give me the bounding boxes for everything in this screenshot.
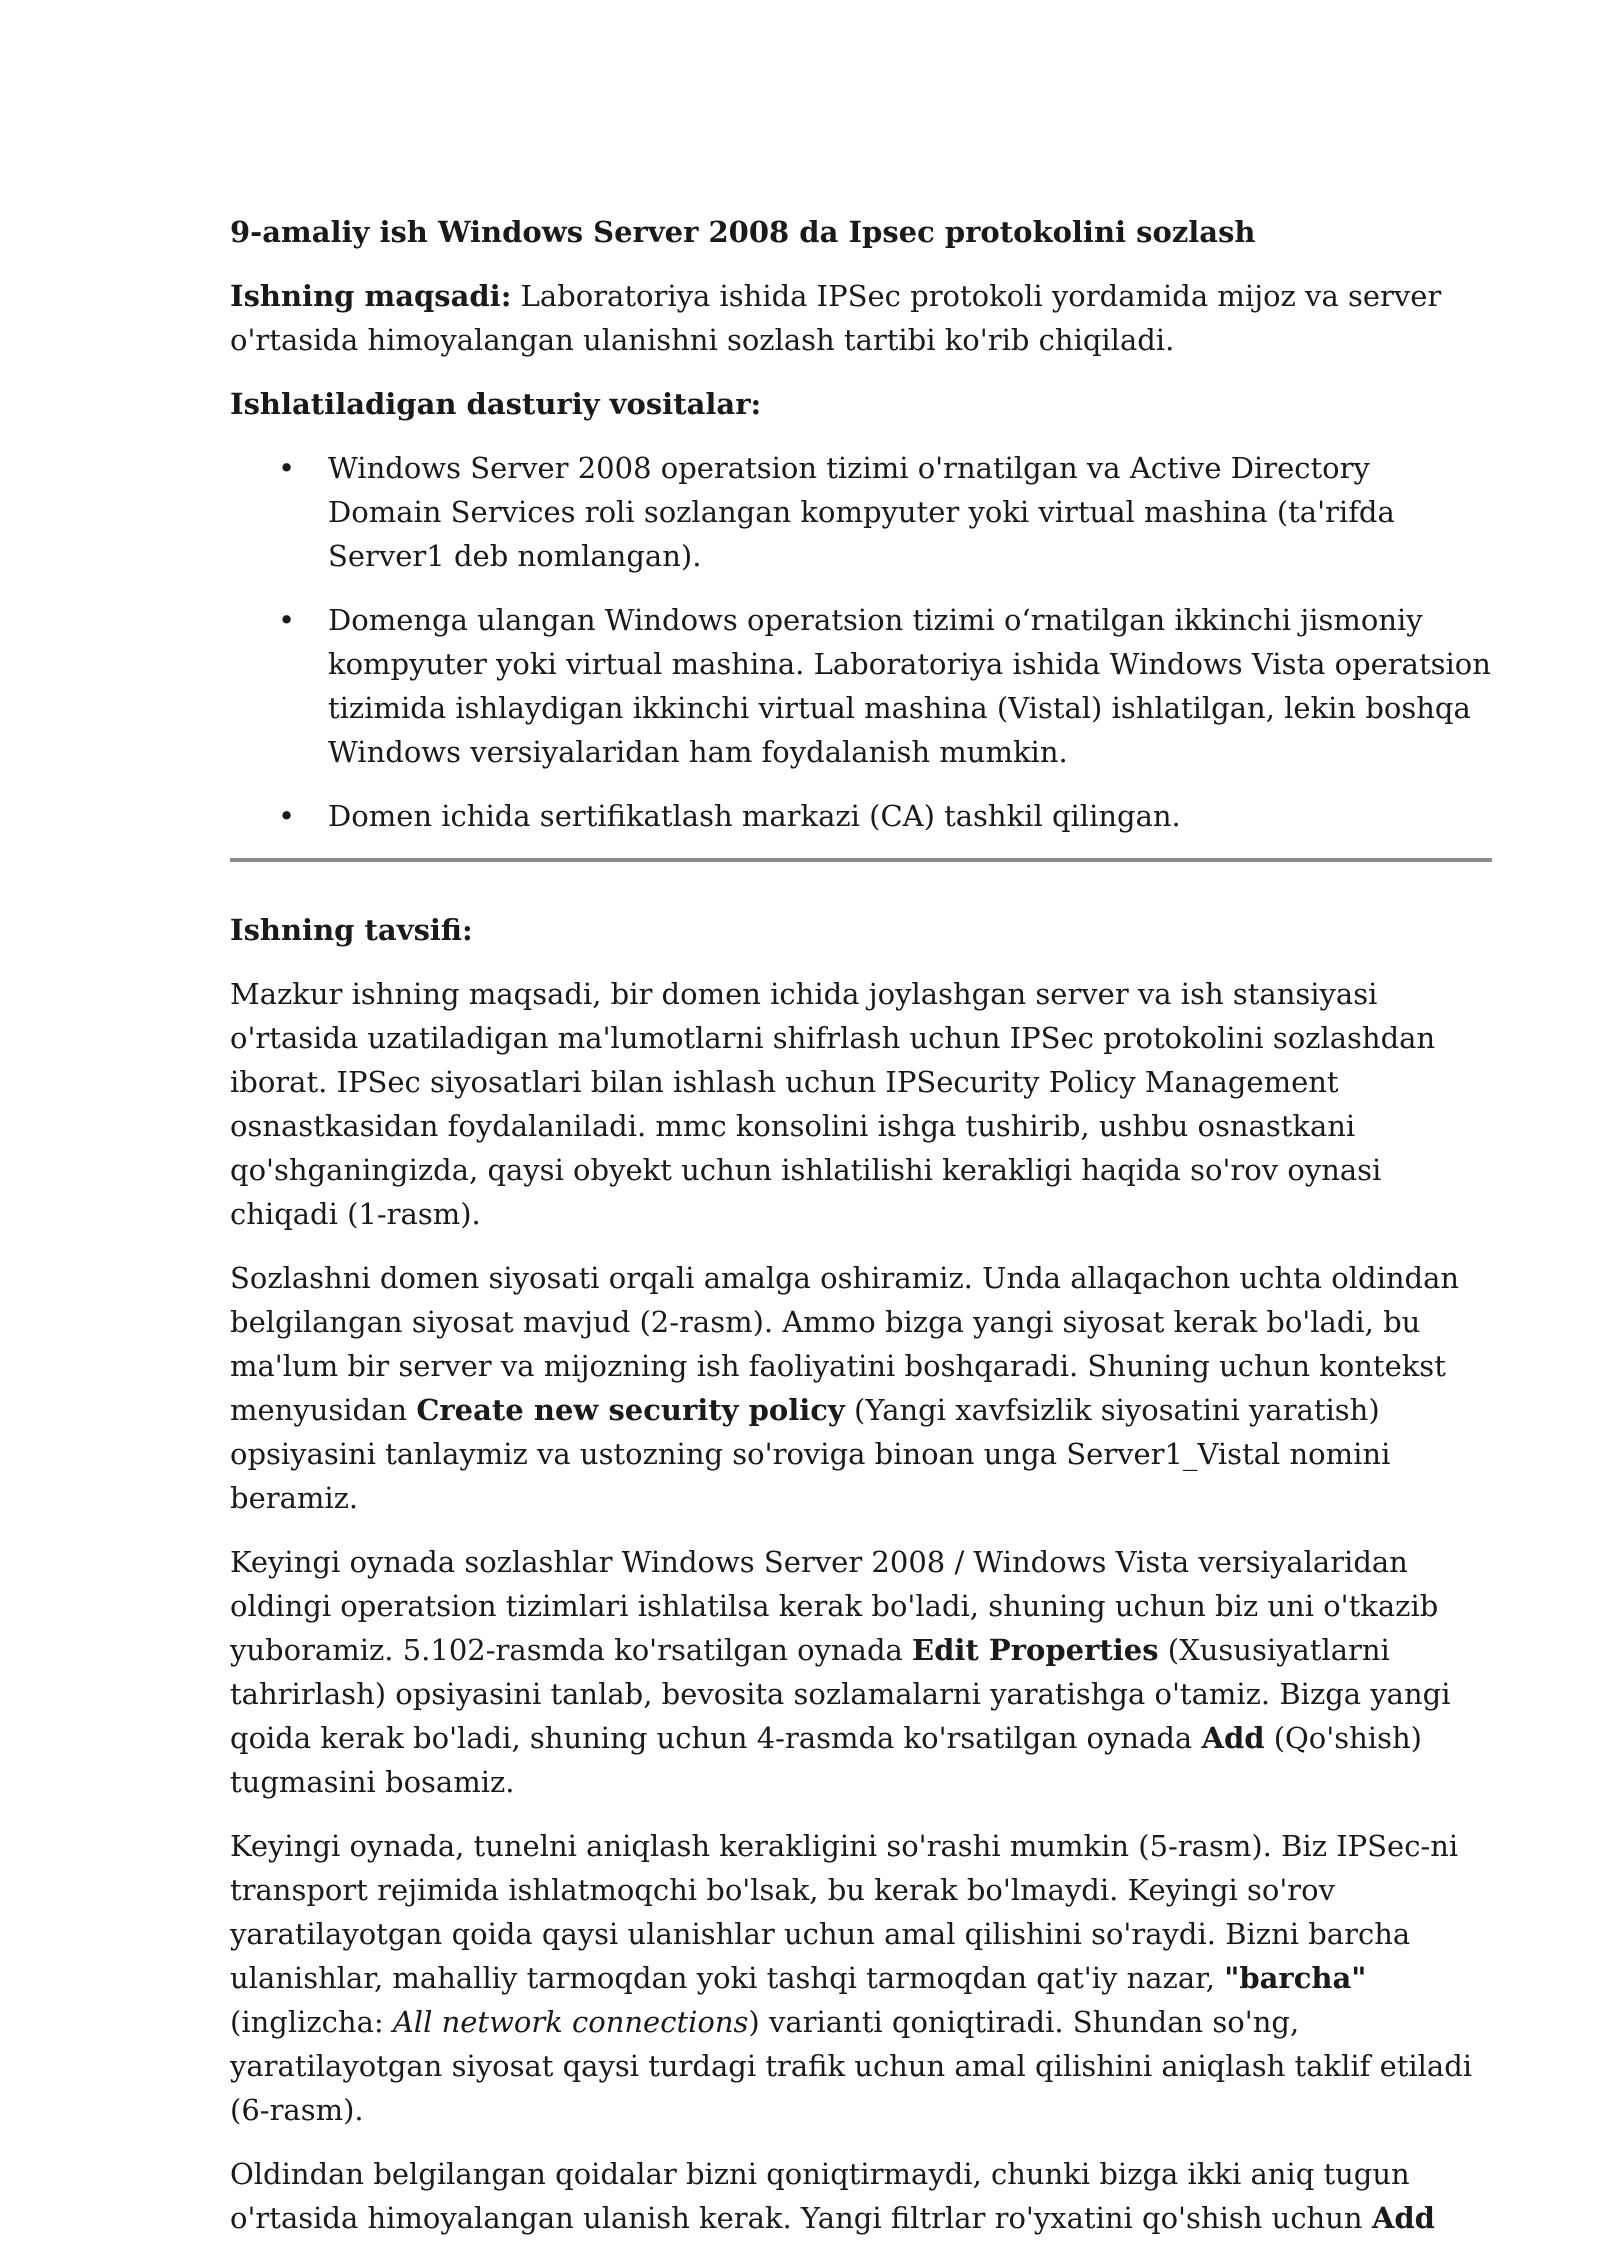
text-run: Oldindan belgilangan qoidalar bizni qoniqtirmaydi, chunki bizga ikki aniq tugun o'rtasida himoyalangan ulanish kerak. Yangi filtrlar ro'yxatini qo'shish uchun <box>230 2157 1410 2235</box>
edit-properties-term: Edit Properties <box>912 1633 1159 1667</box>
all-network-connections-term: All network connections <box>392 2005 749 2039</box>
document-page <box>230 210 1492 2260</box>
text-run: (Qo'shish) tugmasini bosamiz. <box>230 1721 1422 1799</box>
section-divider <box>230 858 1492 862</box>
bullet-icon: • <box>278 799 296 833</box>
bullet-icon: • <box>278 451 296 485</box>
bullet-icon: • <box>278 603 296 637</box>
description-paragraph-4 <box>230 1824 1492 2132</box>
text-run: Keyingi oynada sozlashlar Windows Server 2008 / Windows Vista versiyalaridan oldingi operatsion tizimlari ishlatilsa kerak bo'ladi, shuning uchun biz uni o'tkazib yuboramiz. 5.102-rasmda ko'rsatilgan oynada <box>230 1545 1439 1667</box>
text-run: ) varianti qoniqtiradi. Shundan so'ng, yaratilayotgan siyosat qaysi turdagi trafik uchun amal qilishini aniqlash taklif etiladi (6-rasm). <box>230 2005 1473 2127</box>
add-term: Add <box>1201 1721 1265 1755</box>
document-title: 9-amaliy ish Windows Server 2008 da Ipsec protokolini sozlash <box>230 215 1256 249</box>
description-paragraph-5 <box>230 2152 1492 2240</box>
barcha-term: "barcha" <box>1224 1961 1367 1995</box>
list-item-text: Windows Server 2008 operatsion tizimi o'rnatilgan va Active Directory Domain Services roli sozlangan kompyuter yoki virtual mashina (ta'rifda Server1 deb nomlangan). <box>328 451 1395 573</box>
requirements-heading: Ishlatiladigan dasturiy vositalar: <box>230 387 762 421</box>
list-item <box>230 598 1492 774</box>
requirements-list <box>230 446 1492 838</box>
list-item <box>230 794 1492 838</box>
create-policy-term: Create new security policy <box>416 1393 845 1427</box>
list-item <box>230 446 1492 578</box>
description-heading: Ishning tavsifi: <box>230 913 473 947</box>
description-paragraph-1: Mazkur ishning maqsadi, bir domen ichida joylashgan server va ish stansiyasi o'rtasida uzatiladigan ma'lumotlarni shifrlash uchun IPSec protokolini sozlashdan iborat. IPSec siyosatlari bilan ishlash uchun IPSecurity Policy Management osnastkasidan foydalaniladi. mmc konsolini ishga tushirib, ushbu osnastkani qo'shganingizda, qaysi obyekt uchun ishlatilishi kerakligi haqida so'rov oynasi chiqadi (1-rasm). <box>230 977 1436 1231</box>
text-run: (Yangi xavfsizlik siyosatini yaratish) opsiyasini tanlaymiz va ustozning so'roviga binoan unga Server1_Vistal nomini beramiz. <box>230 1393 1391 1515</box>
purpose-label: Ishning maqsadi: <box>230 279 512 313</box>
text-run: Sozlashni domen siyosati orqali amalga oshiramiz. Unda allaqachon uchta oldindan belgilangan siyosat mavjud (2-rasm). Ammo bizga yangi siyosat kerak bo'ladi, bu ma'lum bir server va mijozning ish faoliyatini boshqaradi. Shuning uchun kontekst menyusidan <box>230 1261 1460 1427</box>
add-term: Add <box>1371 2201 1435 2235</box>
description-paragraph-2 <box>230 1256 1492 1520</box>
list-item-text: Domen ichida sertifikatlash markazi (CA) tashkil qilingan. <box>328 799 1181 833</box>
text-run: Keyingi oynada, tunelni aniqlash kerakligini so'rashi mumkin (5-rasm). Biz IPSec-ni transport rejimida ishlatmoqchi bo'lsak, bu kerak bo'lmaydi. Keyingi so'rov yaratilayotgan qoida qaysi ulanishlar uchun amal qilishini so'raydi. Bizni barcha ulanishlar, mahalliy tarmoqdan yoki tashqi tarmoqdan qat'iy nazar, <box>230 1829 1459 1995</box>
text-run: (Xususiyatlarni tahrirlash) opsiyasini tanlab, bevosita sozlamalarni yaratishga o'tamiz. Bizga yangi qoida kerak bo'ladi, shuning uchun 4-rasmda ko'rsatilgan oynada <box>230 1633 1451 1755</box>
purpose-text: Laboratoriya ishida IPSec protokoli yordamida mijoz va server o'rtasida himoyalangan ulanishni sozlash tartibi ko'rib chiqiladi. <box>230 279 1442 357</box>
description-paragraph-3 <box>230 1540 1492 1804</box>
list-item-text: Domenga ulangan Windows operatsion tizimi o‘rnatilgan ikkinchi jismoniy kompyuter yoki virtual mashina. Laboratoriya ishida Windows Vista operatsion tizimida ishlaydigan ikkinchi virtual mashina (Vistal) ishlatilgan, lekin boshqa Windows versiyalaridan ham foydalanish mumkin. <box>328 603 1491 769</box>
text-run: (inglizcha: <box>230 2005 393 2039</box>
purpose-paragraph <box>230 274 1492 362</box>
